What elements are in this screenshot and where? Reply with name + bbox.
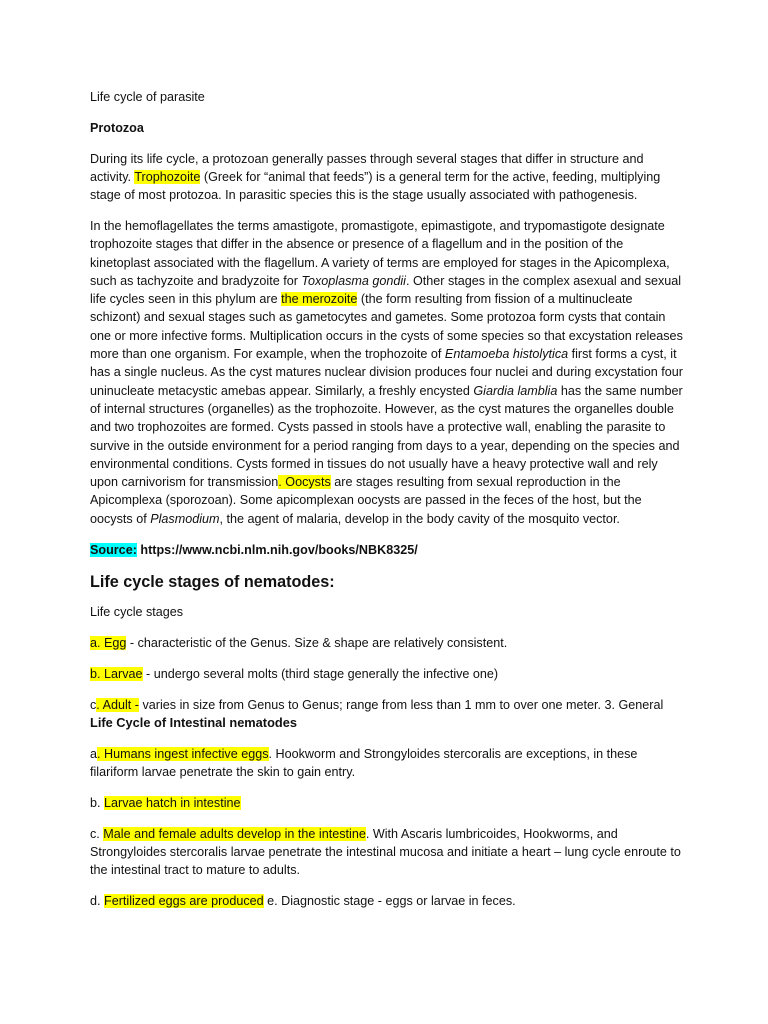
text-run: In the hemoflagellates the terms amastigote, promastigote, epimastigote, and trypomastigote designate trophozoite stages that differ in the absence or presence of a flagellum and in the position of the kinetoplast associated with the flagellum. A variety of terms are employed for stages in the Apicomplexa, such as tachyzoite and bradyzoite for <box>90 218 670 288</box>
highlight-adults-develop: Male and female adults develop in the intestine <box>103 826 366 841</box>
text-run: - undergo several molts (third stage generally the infective one) <box>142 666 499 681</box>
doc-title: Life cycle of parasite <box>90 90 205 104</box>
italic-toxoplasma: Toxoplasma gondii <box>301 273 406 288</box>
source-url[interactable]: https://www.ncbi.nlm.nih.gov/books/NBK8325/ <box>136 542 418 557</box>
text-run: . Other stages in the complex asexual and sexual life cycles seen in this phylum are <box>90 273 682 307</box>
stages-label: Life cycle stages <box>90 605 184 620</box>
document-body <box>90 88 686 923</box>
text-run: c <box>90 697 97 712</box>
text-run: e. Diagnostic stage - eggs or larvae in feces. <box>263 894 516 909</box>
highlight-trophozoite: Trophozoite <box>134 169 201 184</box>
text-run: are stages resulting from sexual reproduction in the Apicomplexa (sporozoan). Some apicomplexan oocysts are passed in the feces of the host, but the oocysts of <box>90 475 642 526</box>
text-run: c. <box>90 826 104 841</box>
source-label: Source: <box>90 542 137 557</box>
highlight-merozoite: the merozoite <box>281 292 358 307</box>
text-run: b. <box>90 795 105 810</box>
text-run: , the agent of malaria, develop in the body cavity of the mosquito vector. <box>219 511 620 526</box>
text-run: d. <box>90 894 105 909</box>
text-run: a <box>90 746 98 761</box>
text-run: first forms a cyst, it has a single nucleus. As the cyst matures nuclear division produces four nuclei and during excystation four uninucleate metacystic amebas appear. Similarly, a freshly encysted <box>90 347 683 398</box>
step-c <box>90 825 686 880</box>
paragraph-hemoflagellates <box>90 217 686 528</box>
highlight-egg: a. Egg <box>90 636 127 651</box>
highlight-fertilized-eggs: Fertilized eggs are produced <box>104 894 264 909</box>
text-run: varies in size from Genus to Genus; range from less than 1 mm to over one meter. 3. General <box>139 697 664 712</box>
text-run: During its life cycle, a protozoan generally passes through several stages that differ in structure and activity. <box>90 151 644 184</box>
text-run: - characteristic of the Genus. Size & shape are relatively consistent. <box>126 636 508 651</box>
stage-larvae <box>90 665 686 683</box>
step-b <box>90 794 686 812</box>
highlight-adult: . Adult - <box>96 697 139 712</box>
subheading-intestinal-nematodes: Life Cycle of Intestinal nematodes <box>90 715 297 731</box>
step-a <box>90 745 686 782</box>
stage-adult <box>90 696 686 714</box>
text-run: . Hookworm and Strongyloides stercoralis are exceptions, in these filariform larvae penetrate the skin to gain entry. <box>90 746 638 780</box>
section-heading-nematodes: Life cycle stages of nematodes: <box>90 573 335 592</box>
section-heading-protozoa: Protozoa <box>90 120 144 135</box>
italic-giardia: Giardia lamblia <box>473 383 558 398</box>
highlight-larvae: b. Larvae <box>90 666 143 681</box>
highlight-larvae-hatch: Larvae hatch in intestine <box>104 795 241 810</box>
italic-plasmodium: Plasmodium <box>150 511 220 526</box>
paragraph-trophozoite <box>90 150 686 205</box>
stage-egg <box>90 634 686 652</box>
source-line <box>90 541 686 559</box>
italic-entamoeba: Entamoeba histolytica <box>444 347 569 362</box>
text-run: (the form resulting from fission of a multinucleate schizont) and sexual stages such as gametocytes and gametes. Some protozoa form cysts that contain one or more infective forms. Multiplication occurs in the cysts of some species so that excystation releases more than one organism. For example, when the trophozoite of <box>90 292 683 362</box>
text-run: . With Ascaris lumbricoides, Hookworms, and Strongyloides stercoralis larvae penetrate the intestinal mucosa and initiate a heart – lung cycle enroute to the intestinal tract to mature to adults. <box>90 826 681 878</box>
highlight-ingest-eggs: . Humans ingest infective eggs <box>97 746 269 761</box>
highlight-oocysts: . Oocysts <box>278 475 331 490</box>
text-run: has the same number of internal structures (organelles) as the trophozoite. However, as the cyst matures the organelles double and two trophozoites are formed. Cysts passed in stools have a protective wall, enabling the parasite to survive in the outside environment for a period ranging from days to a year, depending on the species and environmental conditions. Cysts formed in tissues do not usually have a heavy protective wall and rely upon carnivorism for transmission <box>90 383 683 490</box>
step-d <box>90 892 686 910</box>
text-run: (Greek for “animal that feeds”) is a general term for the active, feeding, multiplying stage of most protozoa. In parasitic species this is the stage usually associated with pathogenesis. <box>90 169 661 203</box>
